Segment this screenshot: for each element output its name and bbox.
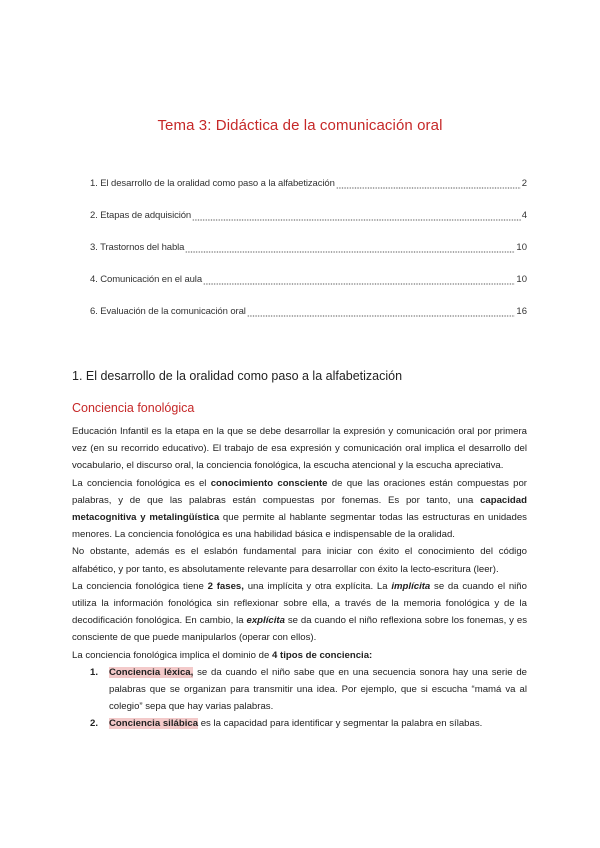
bold-term: capacidad metacognitiva y metalingüística (72, 494, 527, 524)
text-run: La conciencia fonológica implica el dominio de (72, 649, 272, 661)
bold-italic-term: implícita (391, 580, 431, 592)
toc-item-page: 16 (516, 306, 527, 317)
table-of-contents (90, 176, 527, 336)
toc-item[interactable] (90, 176, 527, 189)
text-run: La conciencia fonológica es el (72, 477, 211, 489)
toc-item-label: 3. Trastornos del habla (90, 242, 185, 253)
toc-item-label: 6. Evaluación de la comunicación oral (90, 306, 246, 317)
section-heading: 1. El desarrollo de la oralidad como paso a la alfabetización (72, 369, 403, 383)
text-run: de que las oraciones están compuestas por palabras, y de que las palabras están compuestas por fonemas. Es por tanto, una (72, 477, 528, 506)
toc-dot-leader (336, 181, 521, 189)
toc-dot-leader (185, 245, 515, 253)
numbered-list (72, 664, 527, 733)
bold-italic-term: explícita (246, 615, 285, 627)
paragraph: Educación Infantil es la etapa en la que se debe desarrollar la expresión y comunicación oral por primera vez (en su recorrido educativo). El trabajo de esa expresión y comunicación oral implica el desarrollo del vocabulario, el discurso oral, la conciencia fonológica, la escucha atencional y la escucha apreciativa. (72, 426, 527, 472)
paragraph (72, 647, 527, 664)
toc-item-page: 10 (516, 274, 527, 285)
toc-item-label: 4. Comunicación en el aula (90, 274, 202, 285)
section-body (72, 423, 527, 733)
document-title: Tema 3: Didáctica de la comunicación oral (157, 117, 443, 134)
highlighted-term: Conciencia léxica, (109, 666, 194, 678)
toc-dot-leader (247, 309, 516, 317)
highlighted-term: Conciencia silábica (109, 718, 199, 730)
list-item (72, 664, 527, 716)
list-number: 1. (90, 666, 99, 678)
text-run: que permite al hablante segmentar todas las estructuras en unidades menores. La conciencia fonológica es una habilidad básica e indispensable de la oralidad. (72, 512, 527, 541)
toc-item[interactable] (90, 240, 527, 253)
paragraph: No obstante, además es el eslabón fundamental para iniciar con éxito el conocimiento del código alfabético, y por tanto, es absolutamente relevante para desarrollar con éxito la lecto-escritura (leer). (72, 546, 527, 575)
text-run: se da cuando el niño utiliza la información fonológica sin reflexionar sobre ella, a través de la memoria fonológica y de la decodificación fonológica. En cambio, la (72, 580, 527, 627)
toc-item[interactable] (90, 208, 527, 221)
paragraph (72, 475, 527, 544)
list-item (72, 715, 527, 732)
toc-item-page: 10 (516, 242, 527, 253)
toc-item-page: 2 (521, 178, 527, 189)
toc-item[interactable] (90, 304, 527, 317)
bold-term: 4 tipos de conciencia: (272, 649, 373, 661)
toc-item-label: 1. El desarrollo de la oralidad como paso a la alfabetización (90, 178, 335, 189)
list-number: 2. (90, 718, 99, 730)
toc-item-page: 4 (521, 210, 527, 221)
paragraph (72, 578, 527, 647)
toc-item[interactable] (90, 272, 527, 285)
list-item-text: se da cuando el niño sabe que en una secuencia sonora hay una serie de palabras que se organizan para transmitir una idea. Por ejemplo, que si escucha “mamá va al colegio” sepa que hay varias palabras. (109, 666, 528, 713)
subsection-heading: Conciencia fonológica (72, 401, 195, 415)
toc-dot-leader (203, 277, 515, 285)
list-item-text: es la capacidad para identificar y segmentar la palabra en sílabas. (198, 718, 483, 730)
toc-dot-leader (192, 213, 521, 221)
bold-term: 2 fases, (207, 580, 244, 592)
text-run: se da cuando el niño reflexiona sobre los fonemas, y es consciente de que puede manipularlos (operar con ellos). (72, 615, 527, 644)
text-run: una implícita y otra explícita. La (243, 580, 392, 592)
text-run: La conciencia fonológica tiene (72, 580, 208, 592)
bold-term: conocimiento consciente (210, 477, 328, 489)
toc-item-label: 2. Etapas de adquisición (90, 210, 192, 221)
